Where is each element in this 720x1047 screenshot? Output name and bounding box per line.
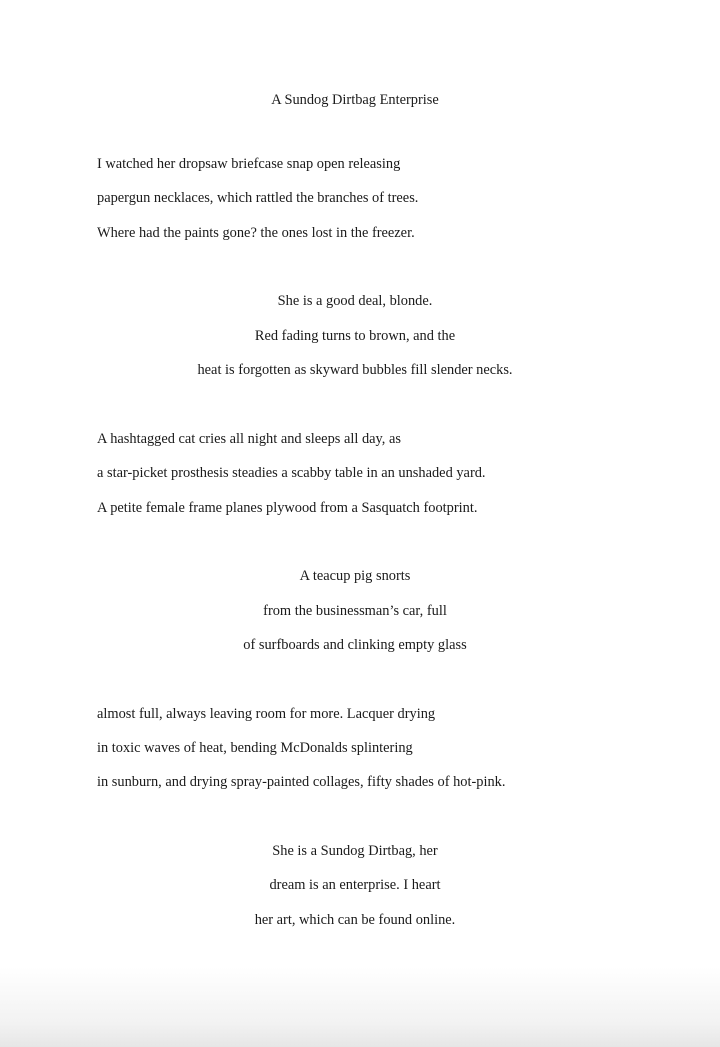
stanza-5-line-2: in toxic waves of heat, bending McDonalds splintering [97, 740, 413, 756]
stanza-6-line-2: dream is an enterprise. I heart [269, 877, 441, 893]
stanza-2-line-3: heat is forgotten as skyward bubbles fill slender necks. [197, 362, 513, 378]
stanza-6-line-3: her art, which can be found online. [254, 912, 456, 928]
stanza-4-line-1: A teacup pig snorts [299, 568, 411, 584]
stanza-4-line-2: from the businessman’s car, full [263, 603, 447, 619]
stanza-5-line-3: in sunburn, and drying spray-painted collages, fifty shades of hot-pink. [97, 774, 506, 790]
stanza-1-line-3: Where had the paints gone? the ones lost in the freezer. [97, 225, 415, 241]
stanza-3-line-1: A hashtagged cat cries all night and sleeps all day, as [97, 431, 401, 447]
stanza-1-line-2: papergun necklaces, which rattled the branches of trees. [97, 190, 419, 206]
stanza-1-line-1: I watched her dropsaw briefcase snap open releasing [97, 156, 401, 172]
stanza-5-line-1: almost full, always leaving room for more. Lacquer drying [97, 706, 436, 722]
stanza-2-line-1: She is a good deal, blonde. [277, 293, 433, 309]
page-bottom-shadow [0, 967, 720, 1047]
stanza-2-line-2: Red fading turns to brown, and the [254, 328, 456, 344]
stanza-4-line-3: of surfboards and clinking empty glass [243, 637, 467, 653]
poem-title: A Sundog Dirtbag Enterprise [271, 92, 439, 108]
stanza-6-line-1: She is a Sundog Dirtbag, her [272, 843, 438, 859]
stanza-3-line-3: A petite female frame planes plywood from a Sasquatch footprint. [97, 500, 478, 516]
stanza-3-line-2: a star-picket prosthesis steadies a scabby table in an unshaded yard. [97, 465, 486, 481]
